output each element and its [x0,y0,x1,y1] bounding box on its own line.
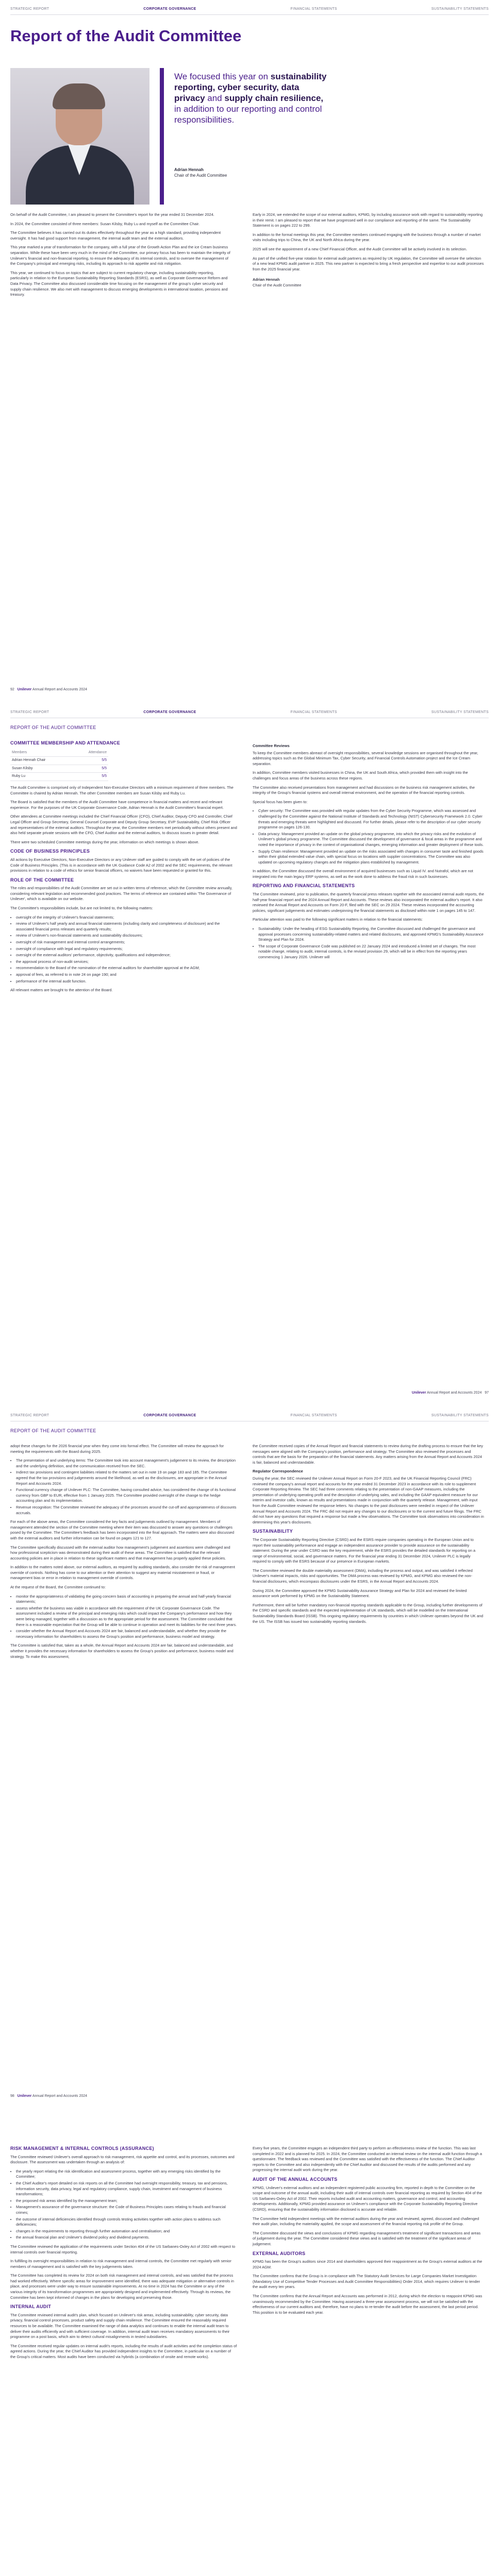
nav-financial-statements[interactable]: FINANCIAL STATEMENTS [290,7,337,11]
page-4 [0,2110,499,2576]
membership-table: Members Attendance Adrian Hennah Chair 5/5 Susan Kilsby 5/5 Ruby Lu 5/5 [10,749,108,781]
page-1 [0,0,499,703]
nav-corporate-governance[interactable]: CORPORATE GOVERNANCE [143,7,196,11]
page-footer: Unilever Annual Report and Accounts 2024 97 [411,1391,489,1395]
page-3 [0,1406,499,2110]
table-row: Adrian Hennah Chair 5/5 [10,757,108,765]
nav-strategic-report[interactable]: STRATEGIC REPORT [10,1414,49,1417]
nav-corporate-governance[interactable]: CORPORATE GOVERNANCE [143,710,196,714]
nav-strategic-report[interactable]: STRATEGIC REPORT [10,7,49,11]
page-footer: 98 Unilever Annual Report and Accounts 2024 [10,2094,88,2098]
nav-sustainability-statements[interactable]: SUSTAINABILITY STATEMENTS [431,710,489,714]
quote-signature: Adrian Hennah Chair of the Audit Committee [174,167,227,178]
page-title: Report of the Audit Committee [10,27,242,45]
intro-left-column: On behalf of the Audit Committee, I am pleased to present the Committee's report for the year ended 31 December 2024. In 2024, the Committee consisted of three members: Susan Kilsby, Ruby Lu and myself as the Committee Chair. The Committee believes it has carried out its duties effectively throughout the year as a high standard, providing independent oversight. It has had good support from management, the internal audit team and the external auditors. This year marked a year of transformation for the company, with a full year of the Growth Action Plan and the ice Cream business separation. While these have been very much in the mind of the Committee, our primary focus has been to maintain the integrity of Unilever's financial and non-financial reporting, to ensure the adequacy of its internal controls, and to oversee the management of the Company's principal and emerging risks, including its approach to risk appetite and risk mitigation. This year, we continued to focus on topics that are subject to current regulatory change, including sustainability reporting, particularly in relation to the European Sustainability Reporting Standards (ESRS), as well as Corporate Governance Reform and Data Privacy. The Committee also discussed considerable time focusing on the management of the group's cyber security and supply chain resilience. We also met with management to discuss emerging developments in international taxation, pensions and treasury. [10,212,230,297]
table-row: Susan Kilsby 5/5 [10,765,108,773]
page-footer: 92 Unilever Annual Report and Accounts 2024 [10,688,88,691]
quote-text: We focused this year on sustainability reporting, cyber security, data privacy and supply chain resilience, in addition to our reporting and control responsibilities. [174,72,327,125]
risk-audit-column: RISK MANAGEMENT & INTERNAL CONTROLS (ASSURANCE) The Committee reviewed Unilever's overall approach to risk management, risk appetite and control, and its processes, outcomes and disclosure. The assessment was undertaken through an analysis of: • the yearly report relating the risk identification and assessment process, together with any emerging risks identified by the Committee; • the Chief Auditor's report detailed on risk reports on all the Committee had oversight responsibility, treasury, tax and pensions, information security, data privacy, legal and regulatory compliance, supply chain, investment and management of business transformations; • the proposed risk areas identified by the management team; • Management's assurance of the governance structure: the Code of Business Principles cases relating to frauds and financial crimes; • the outcome of internal deficiencies identified through controls testing activities together with action plans to address such deficiencies; • changes in the requirements to reporting through further automation and centralisation; and • the annual financial plan and Unilever's dividend policy and dividend payments. The Committee reviewed the application of the requirements under Section 404 of the US Sarbanes-Oxley Act of 2002 with respect to internal controls over financial reporting. In fulfilling its oversight responsibilities in relation to risk management and internal controls, the Committee met regularly with senior members of management and is satisfied with the key judgements taken. The Committee has completed its review for 2024 on both risk management and internal controls, and was satisfied that the process had worked effectively. Where specific areas for improvement were identified, there was adequate mitigation or alternative controls in place, and processes were under way to ensure sustainable improvements. At no time in 2024 has the Committee or any of the various integrity of its transformation programmes are appropriately designed and implemented effectively. Through its reviews, the Committee has been kept informed of changes in the plans for developing and preserving those. INTERNAL AUDIT The Committee reviewed internal audit's plan, which focused on Unilever's risk areas, including sustainability, cyber security, data privacy, financial control processes, product safety and supply chain resilience. The Committee ensured the reasonably required resources to be available. The Committee examined the range of data analytics and continues to enable the internal audit team to deliver their audits efficiently and with sufficient coverage. In addition, internal audit team receives mandatory assessments to their programme on a post basis, which aim to detect cultural misalignments in tested subsidiaries. The Committee received regular updates on internal audit's reports, including the results of audit activities and the completion status of agreed actions. During the year, the Chief Auditor has provided independent insights to the Committee, in particular on a number of the Group's critical matters. Most audits have been conducted via hybrids (a combination of onsite and remote works). [10,2146,237,2364]
chair-portrait [10,68,149,205]
regulator-sustainability-column: the Committee received copies of the Annual Report and financial statements to review during the drafting process to ensure that the key messages were aligned with the Company's position, performance and strategy. The Committee also reviewed the processes and controls that are the basis for the preparation of the financial statements. Any matters arising from the Annual Report and Accounts 2024 is fair, balanced and understandable. Regulator Correspondence During the year, the SEC reviewed the Unilever Annual Report on Form 20-F 2023, and the UK Financial Reporting Council (FRC) reviewed the company's annual report and accounts for the year ended 31 December 2023 in accordance with its role to supplement Corporate Reporting Review. The SEC had three comments relating to the presentation of non-GAAP measures, including the presentation of underlying operating profit and the description of underlying sales, and including the GAAP equivalent measure for our interim and investor calls, known as results and presentations made in conjunction with the quarterly release. Management, with input from the Audit Committee reviewed the response letters. No changes to the past disclosures were needed in respect of the Unilever Annual Report and Accounts 2024. The FRC did not require any changes to our disclosures or to the current and future filings. The FRC did not have any questions that required a response but made a few observations. The Committee took observations into consideration in determining this year's disclosures. SUSTAINABILITY The Corporate Sustainability Reporting Directive (CSRD) and the ESRS require companies operating in the European Union and to report their sustainability performance and engage an independent assurance provider to provide assurance on the sustainability statement. During the year under CSRD was the key requirement, while the ESRS provides the detailed standards for reporting on a range of environmental, social, and governance matters. For the financial year ending 31 December 2024, Unilever PLC is legally required to comply with the ESRS because of our presence in European markets. The Committee reviewed the double materiality assessment (DMA), including the process and output, and was satisfied it reflected Unilever's material impacts, risks and opportunities. The DMA process was reviewed by KPMG, and KPMG also reviewed the non-financial disclosures, which encompass disclosures under the ESRS, in the Annual Report and Accounts 2024. During 2024, the Committee approved the KPMG Sustainability Assurance Strategy and Plan for 2024 and reviewed the limited assurance work performed by KPMG on the Sustainability Statement. Furthermore, there will be further mandatory non-financial reporting standards applicable to the Group, including further developments of the CSRD and specific standards and the expected implementation of UK standards, which will be modelled on the International Sustainability Standards Board (ISSB). This ongoing regulatory requirements by countries in which Unilever operates beyond the UK and the US. The ISSB has issued two sustainability reporting standards. [253,1444,484,1624]
quote-accent-bar [160,68,164,205]
top-nav [10,710,489,714]
pull-quote [160,68,489,205]
nav-financial-statements[interactable]: FINANCIAL STATEMENTS [290,1414,337,1417]
nav-financial-statements[interactable]: FINANCIAL STATEMENTS [290,710,337,714]
top-nav [10,7,489,11]
section-subtitle: REPORT OF THE AUDIT COMMITTEE [10,725,96,730]
membership-column: COMMITTEE MEMBERSHIP AND ATTENDANCE Members Attendance Adrian Hennah Chair 5/5 Susan Kilsby 5/5 Ruby Lu 5/5 The Audit Committee is comprised only of Independent Non-Executive Directors with a minimum requirement of three members. The Committee is chaired by Adrian Hennah. The other Committee members are Susan Kilsby and Ruby Lu. The Board is satisfied that the members of the Audit Committee have competence in financial matters and recent and relevant experience. For the purposes of the UK Corporate Governance Code, Adrian Hennah is the Audit Committee's financial expert. Other attendees at Committee meetings included the Chief Financial Officer (CFO), Chief Auditor, Deputy CFO and Controller, Chief Legal Officer and Group Secretary, General Counsel Corporate and Deputy Group Secretary, EVP Sustainability, Chief Risk Officer and representatives of the external auditors. Throughout the year, the Committee members met periodically without others present and also held separate private sessions with the CFO, Chief Auditor and the external auditors, to discuss issues in greater detail. There were two scheduled Committee meetings during the year, information on which meetings is shown above. CODE OF BUSINESS PRINCIPLES All actions by Executive Directors, Non-Executive Directors or any Unilever staff are guided to comply with the set of policies of the Code of Business Principles. (This is in accordance with the UK Guidance Code A2 of 2002 and the SEC requirements, the relevant provisions in relation to a code of ethics for senior financial officers, no waivers have been requested or granted for this. ROLE OF THE COMMITTEE The roles and responsibilities of the Audit Committee are set out in written terms of reference, which the Committee review annually, considering relevant legislation and recommended good practices. The terms of reference are contained within 'The Governance of Unilever', which is available on our website. The Committee's responsibilities include, but are not limited to, the following matters: • oversight of the integrity of Unilever's financial statements; • review of Unilever's half yearly and annual financial statements (including clarity and completeness of disclosure) and the associated financial press releases and quarterly results; • review of Unilever's non-financial statements and sustainability disclosures; • oversight of risk management and internal control arrangements; • oversight of compliance with legal and regulatory requirements; • oversight of the external auditors' performance, objectivity, qualifications and independence; • the approval process of non-audit services; • recommendation to the Board of the nomination of the external auditors for shareholder approval at the AGM; • approval of fees, as referred to in note 24 on page 190; and • performance of the internal audit function. All relevant matters are brought to the attention of the Board. [10,740,237,997]
nav-sustainability-statements[interactable]: SUSTAINABILITY STATEMENTS [431,1414,489,1417]
table-row: Ruby Lu 5/5 [10,773,108,781]
nav-strategic-report[interactable]: STRATEGIC REPORT [10,710,49,714]
top-nav [10,1414,489,1417]
page-2 [0,703,499,1406]
reporting-continued-column: adopt these changes for the 2026 financial year when they come into formal effect. The Committee will review the approach for meeting the requirements with the Board during 2025. • The presentation of and underlying items: The Committee took into account management's judgement to its review, the description and the underlying definition, and the communication received from the SEC. • Indirect tax provisions and contingent liabilities related to the matters set out in note 19 on page 183 and 185. The Committee agreed that the tax provisions and judgements around the likelihood, as well as the disclosures, are appropriate in the Annual Report and Accounts 2024. • Functional currency change of Unilever PLC: The Committee, having consulted advice, has considered the change of its functional currency from GBP to EUR, effective from 1 January 2025. The Committee provided oversight of the change to the hedge accounting plan and its implementation. • Revenue recognition: The Committee reviewed the adequacy of the processes around the cut-off and appropriateness of discounts accruals. For each of the above areas, the Committee considered the key facts and judgements outlined by management. Members of management attended the section of the Committee meeting where their item was discussed to answer any questions or challenges posed by the Committee. The Committee's feedback has been incorporated into the final approach. The matters were also discussed with the external auditors and further information can be found on pages 121 to 127. The Committee specifically discussed with the external auditor how management's judgement and assertions were challenged and how professional scepticism was demonstrated during their audit of these areas. The Committee is satisfied that the relevant accounting policies are in place in relation to these significant matters and that management has properly applied these policies. In addition to the matters noted above, our external auditors, as required by auditing standards, also consider the risk of management override of controls. Nothing has come to our attention or their attention to suggest any material misstatement or fraud, or management bias or error in relation to management override of controls. At the request of the Board, the Committee continued to: • monitor the appropriateness of validating the going concern basis of accounting in preparing the annual and half-yearly financial statements; • assess whether the business was viable in accordance with the requirement of the UK Corporate Governance Code. The assessment included a review of the principal and emerging risks which could impact the Company's performance and how they were being managed, together with a discussion as to the appropriate period for the assessment. The Committee concluded that there is a reasonable expectation that the Group will be able to continue in operation and meet its liabilities for the next three years. • consider whether the Annual Report and Accounts 2024 are fair, balanced and understandable, and whether they provide the necessary information for shareholders to assess the Group's position and performance, business model and strategy. The Committee is satisfied that, taken as a whole, the Annual Report and Accounts 2024 are fair, balanced and understandable, and whether it provides the necessary information for shareholders to assess the Group's position and performance, business model and strategy. To make this assessment, [10,1444,237,1663]
nav-corporate-governance[interactable]: CORPORATE GOVERNANCE [143,1414,196,1417]
intro-right-column: Early in 2024, we extended the scope of our external auditors, KPMG, by including assurance work with regard to sustainability reporting in their remit. I am pleased to report that we have progressed well in our compliance and reporting of the same. The Sustainability Statement is on pages 222 to 299. In addition to the formal meetings this year, the Committee members continued engaging with the business through a number of market visits including trips to China, the UK and North Africa during the year. 2025 will see the appointment of a new Chief Financial Officer, and the Audit Committee will be actively involved in its selection. As part of the unified five-year rotation for external audit partners as required by UK regulation, the Committee will oversee the selection of a new lead KPMG audit partner in 2025. This new partner is expected to bring a fresh perspective and expertise to our audit processes from the 2025 financial year. Adrian Hennah Chair of the Audit Committee [253,212,484,287]
nav-divider [10,14,489,15]
reviews-column: Committee Reviews To keep the Committee members abreast of oversight responsibilities, several knowledge sessions are organised throughout the year, addressing topics such as the Global Minimum Tax, Cyber Security, and Financial Controls Automation project and the Ice Cream separation. In addition, Committee members visited businesses in China, the UK and South Africa, which provided them with insight into the challenges and focus areas of the business across these regions. The Committee also received presentations from management and had discussions on the business risk management activities, the integrity of the Group's financial systems and overall internal environment, and the operation of the financial reporting controls. Special focus has been given to: • Cyber security: The Committee was provided with regular updates from the Cyber Security Programme, which was assessed and challenged by the Committee against the National Institute of Standards and Technology (NIST) Cybersecurity Framework 2.0. Cyber threats and emerging threats were highlighted and discussed. For further details, please refer to the description of our cyber security programme on pages 126-130. • Data privacy: Management provided an update on the global privacy programme, into which the privacy risks and the evolution of Unilever's global privacy programme. The Committee discussed the development of governance & focal areas in the programme and noted the importance of privacy in the context of organisational changes, emerging information and greater deployment of these tools. • Supply Chain resilience: Management provided an update on the risks associated with changes in consumer taste and finished goods within their global extended value chain, with special focus on locations with supplier concentrations. The Committee was also updated on upcoming regulatory changes and the mitigation plans established by management. In addition, the Committee discussed the overall environment of acquired businesses such as Liquid IV. and Nutrafol, which are not integrated into the main legacy ERP systems, as well as the work done to address the fraud risk in such businesses. REPORTING AND FINANCIAL STATEMENTS The Committee reviewed, prior to publication, the quarterly financial press releases together with the associated internal audit reports, the half-year financial report and the 2024 Annual Report and Accounts. These reviews also incorporated the external auditor's report. It also reviewed the Annual Report and Accounts on Form 20-F, filed with the SEC on 29 2024. These reviews incorporated the accounting policies, significant judgements and estimates underpinning the financial statements as disclosed within note 1 on pages 145 to 147. Particular attention was paid to the following significant matters in relation to the financial statements: • Sustainability: Under the heading of ESG Sustainability Reporting, the Committee discussed and challenged the governance and approval processes concerning sustainability-related matters and related disclosures, and approved KPMG's Sustainability Assurance Strategy and Plan for 2024. • The scope of Corporate Governance Code was published on 22 January 2024 and introduced a limited set of changes. The most notable change, relating to audit, internal controls, is the revised provision 29, which will be in effect from the reporting years commencing 1 January 2026. Unilever will [253,740,485,964]
section-subtitle: REPORT OF THE AUDIT COMMITTEE [10,1428,96,1433]
nav-sustainability-statements[interactable]: SUSTAINABILITY STATEMENTS [431,7,489,11]
external-audit-column: Every five years, the Committee engages an independent third party to perform an effectiveness review of the function. This was last completed in 2022 and is planned for 2025. In 2024, the Committee conducted an internal review on the internal audit function through a questionnaire. The feedback was reviewed and the Committee was satisfied with the effectiveness of the function. The Chief Auditor reports to the Committee and also independently with the Chief Auditor and discussed the results of the audits performed and any progressing the internal audit work during the year. AUDIT OF THE ANNUAL ACCOUNTS KPMG, Unilever's external auditors and an independent registered public accounting firm, reported in depth to the Committee on the scope and outcome of the annual audit, including their audit of internal controls over financial reporting as required by Section 404 of the US Sarbanes-Oxley Act of 2002. Their reports included audit and accounting matters, governance and control, and accounting developments. Additionally, KPMG provided assurance on Unilever's compliance with the Corporate Sustainability Reporting Directive (CSRD), ensuring that the sustainability information disclosed is accurate and reliable. The Committee held independent meetings with the external auditors during the year and reviewed, agreed, discussed and challenged their audit plan, including the materiality applied, the scope and assessment of the financial reporting risk profile of the Group. The Committee discussed the views and conclusions of KPMG regarding management's treatment of significant transactions and areas of judgement during the year. The Committee considered these views and is satisfied with the treatment of the significant areas of judgement. EXTERNAL AUDITORS KPMG has been the Group's auditors since 2014 and shareholders approved their reappointment as the Group's external auditors at the 2024 AGM. The Committee confirms that the Group is in compliance with The Statutory Audit Services for Large Companies Market Investigation (Mandatory Use of Competitive Tender Processes and Audit Committee Responsibilities) Order 2014, which requires Unilever to tender the audit every ten years. The Committee confirms that the Annual Report and Accounts was performed in 2012, during which the election to reappoint KPMG was unanimously recommended by the Committee. Having assessed a three-year assessment process, we will not be satisfied with the effectiveness of our current auditors and, therefore, have no plans to re-tender the audit before the assessment, the last period period. This position is to be evaluated each year. [253,2146,483,2315]
